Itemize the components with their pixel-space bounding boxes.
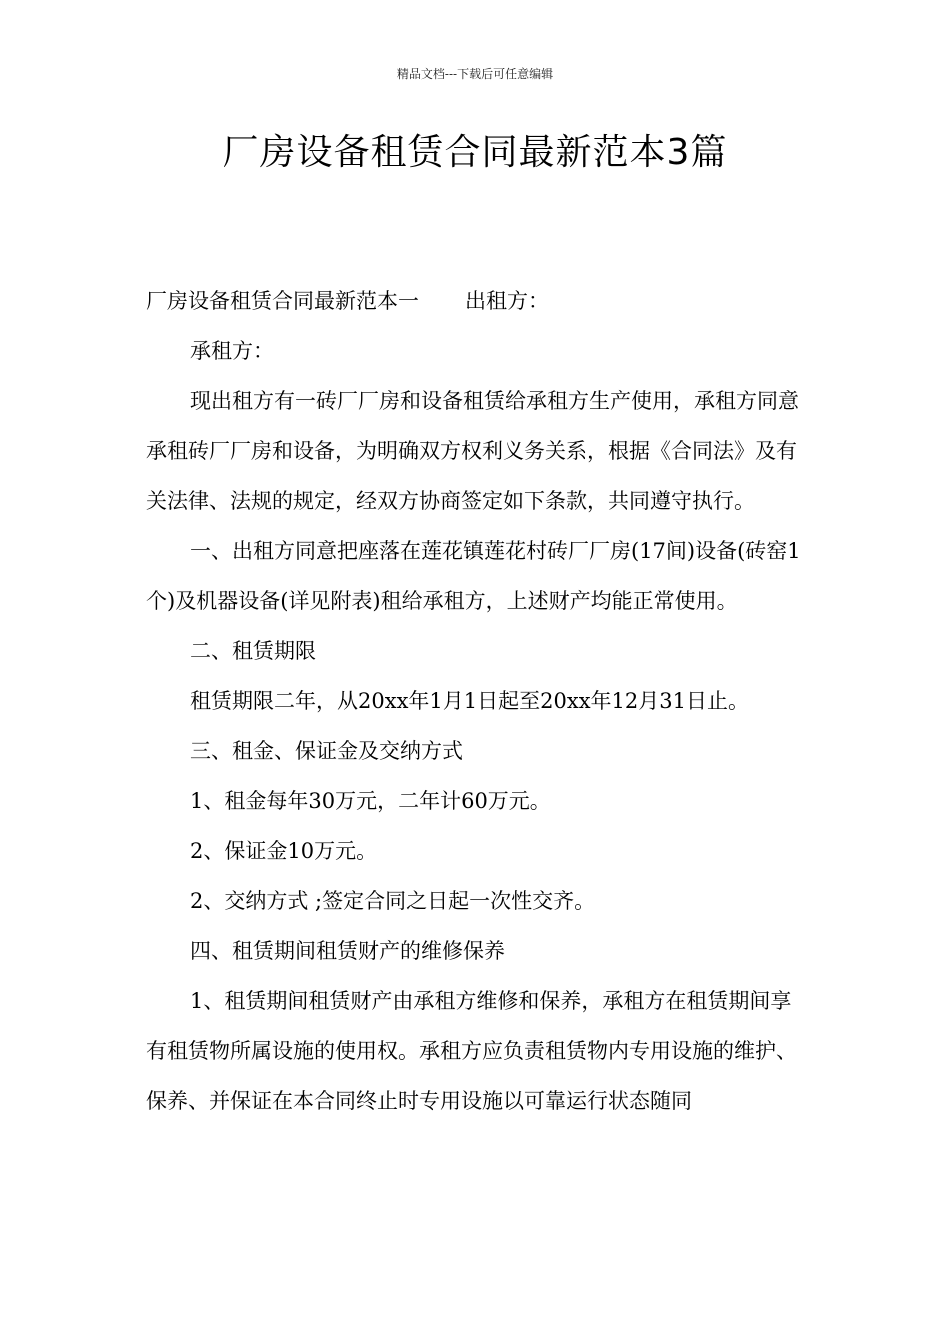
- paragraph-intro: 现出租方有一砖厂厂房和设备租赁给承租方生产使用，承租方同意承租砖厂厂房和设备，为明确双方权利义务关系，根据《合同法》及有关法律、法规的规定，经双方协商签定如下条款，共同遵守执行。: [146, 389, 799, 513]
- paragraph-deposit: 2、保证金10万元。: [190, 839, 378, 863]
- paragraph-rent: 1、租金每年30万元，二年计60万元。: [190, 789, 551, 813]
- paragraph-lease-term: 租赁期限二年，从20xx年1月1日起至20xx年12月31日止。: [190, 689, 749, 713]
- document-title: 厂房设备租赁合同最新范本3篇: [222, 132, 728, 173]
- paragraph-clause-2-heading: 二、租赁期限: [190, 639, 316, 663]
- document-body: [146, 276, 808, 1126]
- lessor-label: 出租方：: [465, 289, 549, 313]
- paragraph-clause-1: 一、出租方同意把座落在莲花镇莲花村砖厂厂房(17间)设备(砖窑1个)及机器设备(详见附表)租给承租方，上述财产均能正常使用。: [146, 539, 801, 613]
- paragraph-clause-4-heading: 四、租赁期间租赁财产的维修保养: [190, 939, 505, 963]
- paragraph-clause-3-heading: 三、租金、保证金及交纳方式: [190, 739, 463, 763]
- first-line: [146, 276, 808, 326]
- header-note: 精品文档---下载后可任意编辑: [396, 67, 554, 81]
- paragraph-payment-method: 2、交纳方式 ;签定合同之日起一次性交齐。: [190, 889, 596, 913]
- paragraph-maintenance: 1、租赁期间租赁财产由承租方维修和保养，承租方在租赁期间享有租赁物所属设施的使用权。承租方应负责租赁物内专用设施的维护、保养、并保证在本合同终止时专用设施以可靠运行状态随同: [146, 989, 797, 1113]
- section-heading: 厂房设备租赁合同最新范本一: [146, 289, 419, 313]
- paragraph-lessee: 承租方：: [190, 339, 274, 363]
